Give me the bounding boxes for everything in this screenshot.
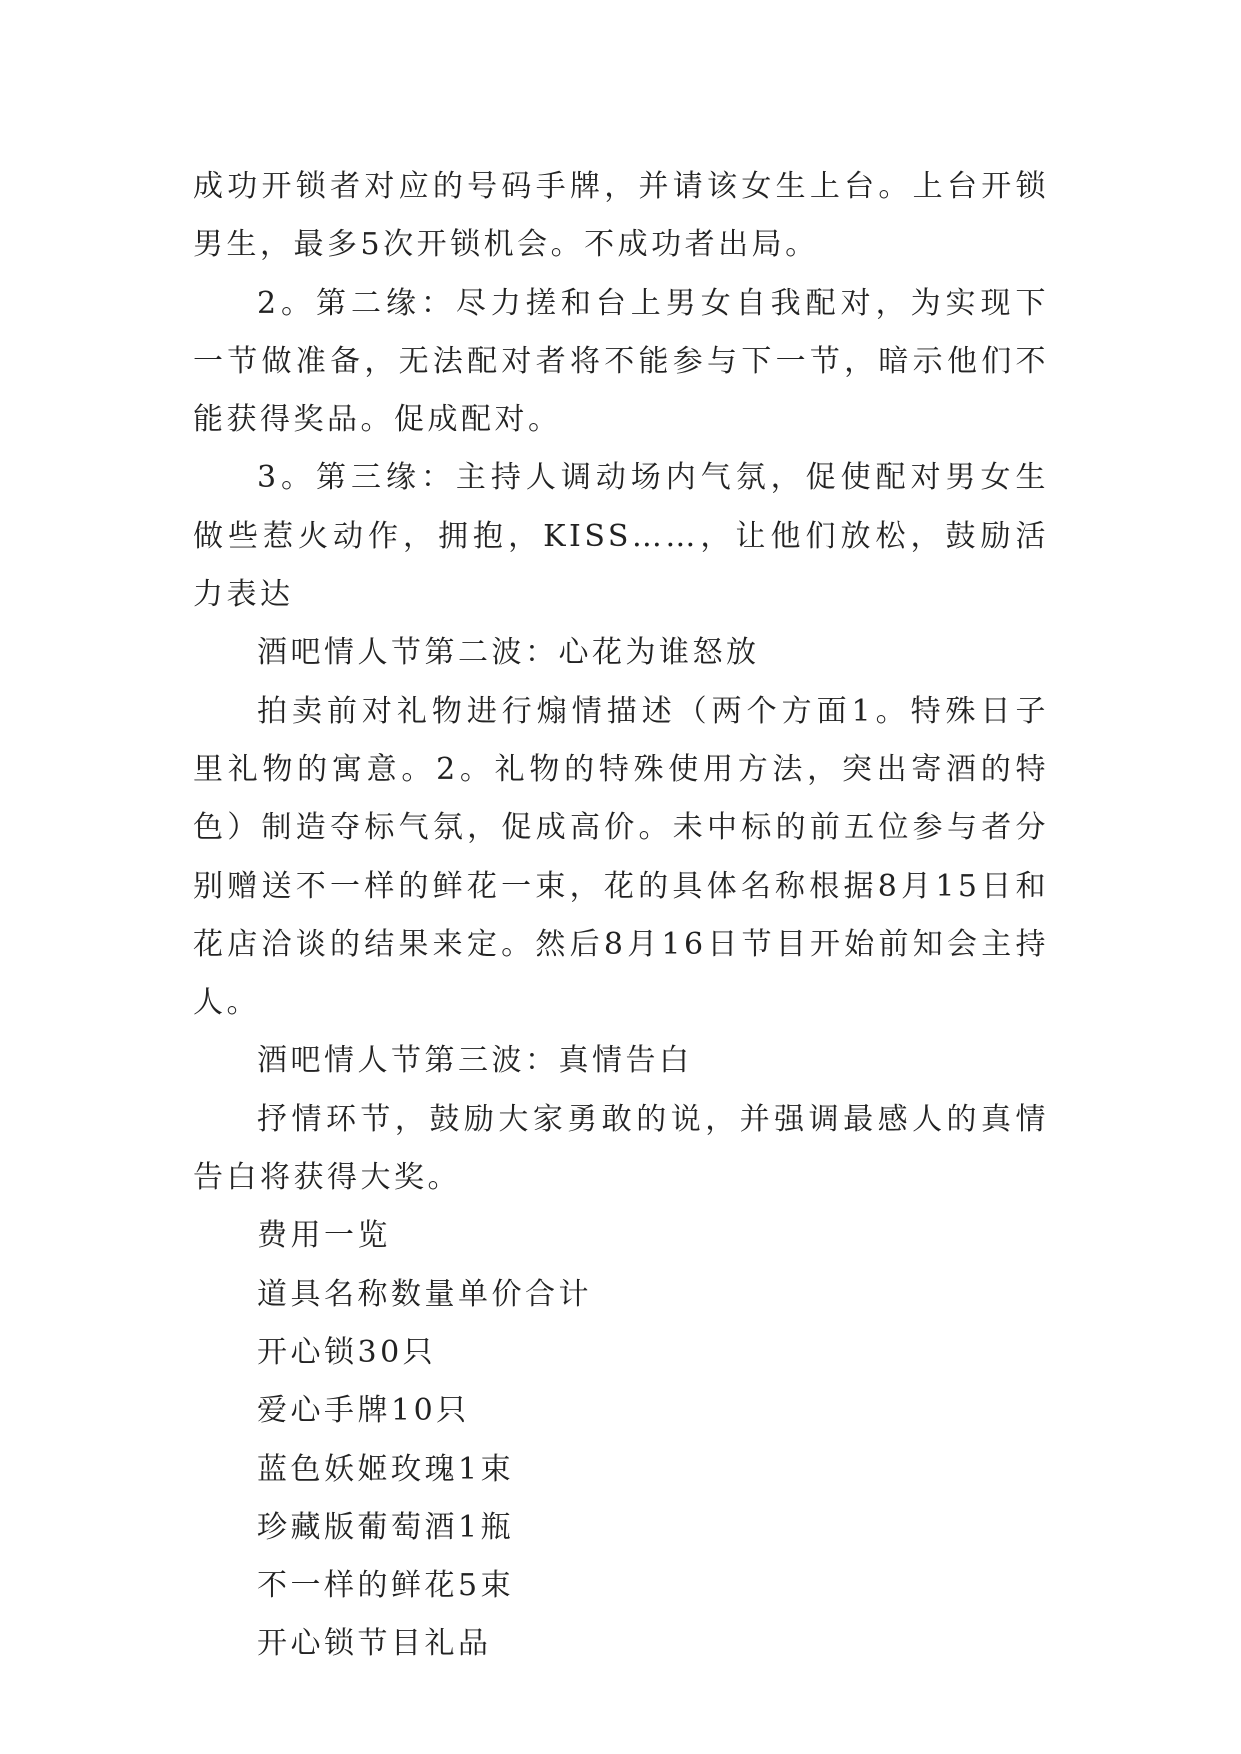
paragraph-confession: 抒情环节，鼓励大家勇敢的说，并强调最感人的真情告白将获得大奖。 — [193, 1101, 1049, 1196]
paragraph-auction: 拍卖前对礼物进行煽情描述（两个方面1。特殊日子里礼物的寓意。2。礼物的特殊使用方法，突出寄酒的特色）制造夺标气氛，促成高价。未中标的前五位参与者分别赠送不一样的鲜花一束，花的具体名称根据8月15日和花店洽谈的结果来定。然后8月16日节目开始前知会主持人。 — [193, 693, 1049, 1021]
paragraph-unlock-result: 成功开锁者对应的号码手牌，并请该女生上台。上台开锁男生，最多5次开锁机会。不成功者出局。 — [193, 169, 1049, 263]
cost-item-locks: 开心锁30只 — [257, 1334, 437, 1370]
heading-third-wave: 酒吧情人节第三波：真情告白 — [257, 1043, 693, 1079]
document-body — [193, 158, 1049, 1674]
cost-item-flowers: 不一样的鲜花5束 — [257, 1568, 515, 1604]
paragraph-third-fate: 3。第三缘：主持人调动场内气氛，促使配对男女生做些惹火动作，拥抱，KISS……，让他们放松，鼓励活力表达 — [193, 460, 1049, 613]
heading-cost-overview: 费用一览 — [257, 1218, 391, 1254]
cost-item-gifts: 开心锁节目礼品 — [257, 1626, 492, 1662]
cost-item-hand-signs: 爱心手牌10只 — [257, 1393, 470, 1429]
cost-item-blue-rose: 蓝色妖姬玫瑰1束 — [257, 1451, 515, 1487]
paragraph-second-fate: 2。第二缘：尽力搓和台上男女自我配对，为实现下一节做准备，无法配对者将不能参与下一节，暗示他们不能获得奖品。促成配对。 — [193, 285, 1049, 438]
cost-item-wine: 珍藏版葡萄酒1瓶 — [257, 1509, 515, 1545]
heading-second-wave: 酒吧情人节第二波：心花为谁怒放 — [257, 635, 760, 671]
cost-table-header: 道具名称数量单价合计 — [257, 1276, 592, 1312]
